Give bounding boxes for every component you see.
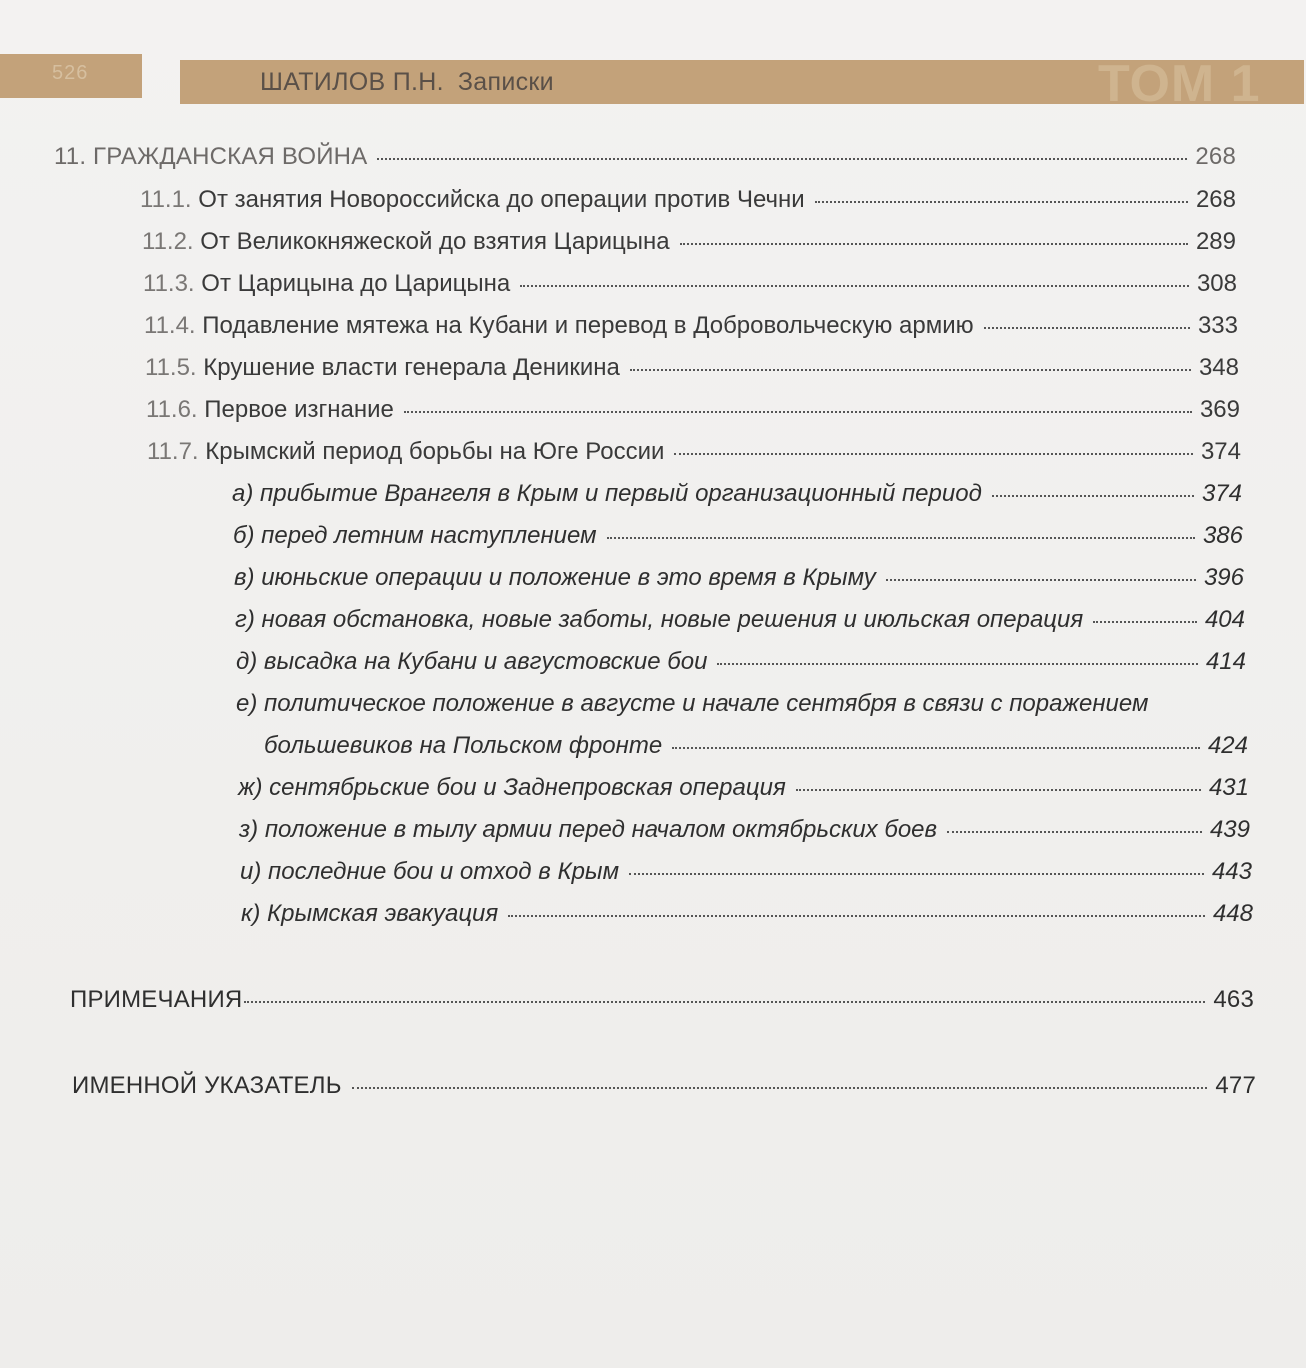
leader-dots [815,201,1188,203]
running-header [260,68,554,97]
toc-notes-label: ПРИМЕЧАНИЯ [70,986,243,1013]
toc-page-number: 396 [1203,564,1244,591]
leader-dots [520,285,1189,287]
leader-dots [947,831,1202,833]
toc-section [143,270,1237,298]
section-number: 11.5. [145,354,197,381]
toc-chapter-label: 11. ГРАЖДАНСКАЯ ВОЙНА [54,143,368,170]
toc-index [72,1072,1256,1100]
section-title: От Царицына до Царицына [201,270,511,297]
leader-dots [1093,621,1197,623]
toc-page-number: 374 [1201,480,1242,507]
section-title: От занятия Новороссийска до операции против Чечни [198,186,805,213]
toc-item [236,648,1246,676]
toc-item [235,606,1245,634]
section-title: Крымский период борьбы на Юге России [205,438,665,465]
leader-dots [717,663,1197,665]
section-number: 11.7. [147,438,199,465]
toc-page-number: 463 [1213,986,1254,1013]
section-title: Первое изгнание [204,396,394,423]
toc-item-label: большевиков на Польском фронте [264,732,663,759]
toc-section [142,228,1236,256]
section-title: Подавление мятежа на Кубани и перевод в Добровольческую армию [202,312,974,339]
toc-page-number: 431 [1208,774,1249,801]
section-title: Крушение власти генерала Деникина [203,354,620,381]
toc-page-number: 268 [1195,143,1236,170]
toc-page-number: 443 [1211,858,1252,885]
section-number: 11.1. [140,186,192,213]
toc-item [239,816,1250,844]
section-number: 11.6. [146,396,198,423]
toc-index-label: ИМЕННОЙ УКАЗАТЕЛЬ [72,1072,342,1099]
toc-page-number: 289 [1195,228,1236,255]
toc-page-number: 333 [1197,312,1238,339]
toc-page-number: 439 [1209,816,1250,843]
leader-dots [680,243,1188,245]
toc-section [146,396,1240,424]
leader-dots [984,327,1190,329]
section-number: 11.3. [143,270,195,297]
toc-section [147,438,1241,466]
toc-item-label: ж) сентябрьские бои и Заднепровская операция [238,774,786,801]
toc-section [144,312,1238,340]
leader-dots [796,789,1201,791]
toc-item [238,774,1249,802]
leader-dots [992,495,1194,497]
leader-dots [508,915,1205,917]
leader-dots [674,453,1193,455]
section-title: От Великокняжеской до взятия Царицына [200,228,670,255]
toc-page-number: 386 [1202,522,1243,549]
toc-item [232,480,1242,508]
toc-chapter [54,143,1236,171]
header-book-title: Записки [457,68,554,96]
volume-label: ТОМ 1 [1098,55,1261,113]
toc-section [140,186,1236,214]
toc-page-number: 308 [1196,270,1237,297]
toc-item-label: к) Крымская эвакуация [241,900,499,927]
leader-dots [352,1087,1208,1089]
toc-item [233,522,1243,550]
leader-dots [630,369,1191,371]
toc-page-number: 477 [1215,1072,1256,1099]
toc-page-number: 374 [1200,438,1241,465]
toc-section [145,354,1239,382]
toc-page-number: 348 [1198,354,1239,381]
toc-item-label: г) новая обстановка, новые заботы, новые решения и июльская операция [235,606,1084,633]
leader-dots [629,873,1204,875]
toc-item-label: б) перед летним наступлением [233,522,597,549]
leader-dots [886,579,1196,581]
toc-page-number: 424 [1207,732,1248,759]
toc-page-number: 404 [1204,606,1245,633]
toc-item-label: з) положение в тылу армии перед началом октябрьских боев [239,816,938,843]
leader-dots [404,411,1192,413]
leader-dots [672,747,1200,749]
toc-item-label: а) прибытие Врангеля в Крым и первый организационный период [232,480,982,507]
toc-item [234,564,1244,592]
section-number: 11.4. [144,312,196,339]
toc-item-label: д) высадка на Кубани и августовские бои [236,648,708,675]
leader-dots [244,1001,1205,1003]
leader-dots [377,158,1187,160]
toc-page-number: 414 [1205,648,1246,675]
toc-item [241,900,1253,928]
toc-item [240,858,1252,886]
toc-item-e-continuation [264,732,1248,760]
page-number: 526 [52,62,89,84]
toc-page-number: 448 [1212,900,1253,927]
toc-notes [70,986,1254,1014]
toc-item-e-first-line: е) политическое положение в августе и начале сентября в связи с поражением [236,690,1149,717]
section-number: 11.2. [142,228,194,255]
header-author: ШАТИЛОВ П.Н. [260,68,444,96]
toc-item-label: в) июньские операции и положение в это время в Крыму [234,564,876,591]
toc-page-number: 268 [1195,186,1236,213]
toc-page-number: 369 [1199,396,1240,423]
toc-item-label: и) последние бои и отход в Крым [240,858,620,885]
leader-dots [607,537,1195,539]
